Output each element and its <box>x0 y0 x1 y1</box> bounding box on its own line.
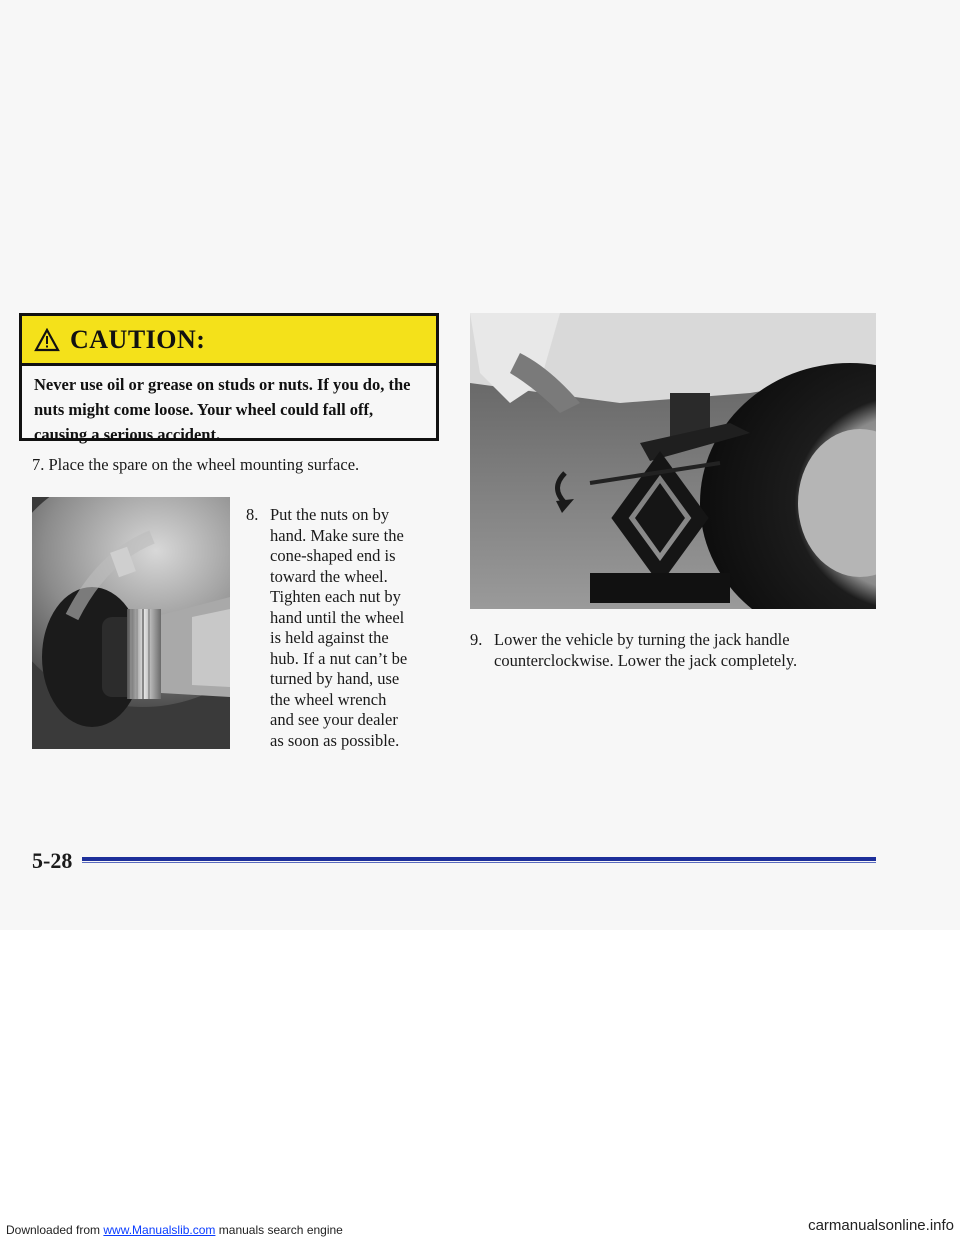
footer-prefix: Downloaded from <box>6 1223 104 1237</box>
manualslib-link[interactable]: www.Manualslib.com <box>103 1223 216 1237</box>
caution-box <box>19 313 439 444</box>
watermark-site: carmanualsonline.info <box>808 1217 954 1234</box>
page-rule-thin <box>82 862 876 863</box>
footer-suffix: manuals search engine <box>215 1223 343 1237</box>
step-8-text: Put the nuts on by hand. Make sure the cone-shaped end is toward the wheel. Tighten each nut by hand until the wheel is held against the hub. If a nut can’t be turned by hand, use the wheel wrench and see your dealer as soon as possible. <box>270 505 408 750</box>
step-7-number: 7. <box>32 455 45 474</box>
step-7 <box>32 455 452 476</box>
step-7-text: Place the spare on the wheel mounting surface. <box>48 455 360 474</box>
caution-title: CAUTION: <box>70 324 206 354</box>
download-footer <box>6 1223 343 1237</box>
caution-header <box>22 316 436 366</box>
page-rule <box>82 857 876 861</box>
warning-triangle-icon <box>34 328 60 352</box>
jack-photo <box>470 313 876 609</box>
step-8-number: 8. <box>246 505 259 524</box>
caution-text: Never use oil or grease on studs or nuts. If you do, the nuts might come loose. Your wheel could fall off, causing a serious accident. <box>34 375 411 444</box>
step-9-text: Lower the vehicle by turning the jack handle counterclockwise. Lower the jack completely. <box>494 630 798 670</box>
wheel-nut-photo <box>32 497 230 749</box>
page-number: 5-28 <box>32 848 73 873</box>
step-9-number: 9. <box>470 630 483 649</box>
